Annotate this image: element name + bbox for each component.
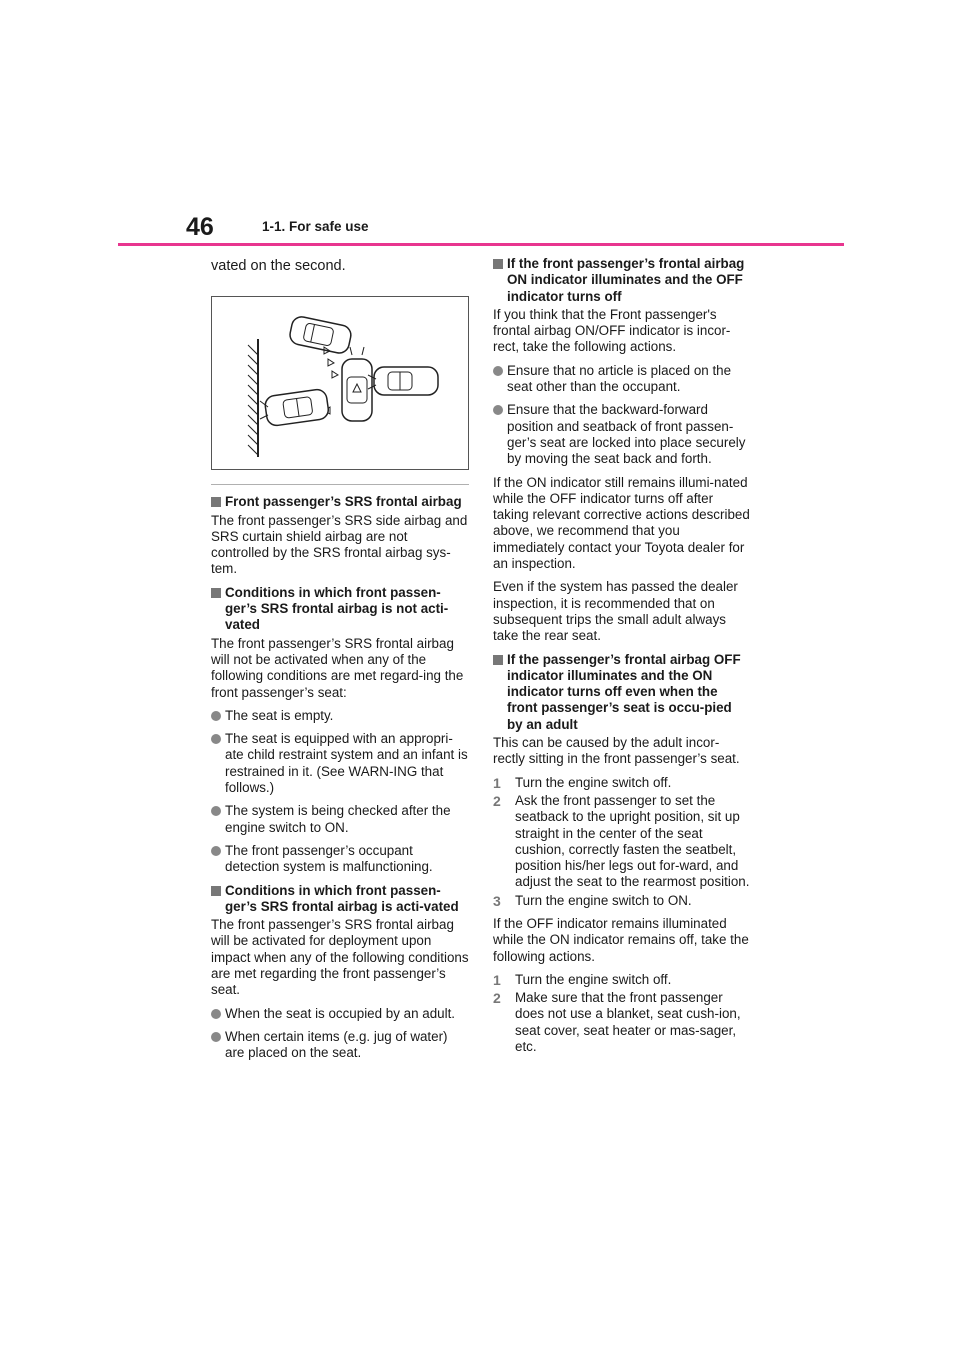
bullet-dot-icon [211, 846, 221, 856]
heading-text: If the passenger’s frontal airbag OFF indicator illuminates and the ON indicator turns off even when the front passenger’s seat is occu-pied by an adult [507, 651, 741, 732]
bullet-dot-icon [211, 806, 221, 816]
airbag-collision-illustration-icon [212, 297, 468, 469]
square-bullet-icon [493, 259, 503, 269]
step-number: 2 [493, 792, 501, 809]
bullet-dot-icon [493, 366, 503, 376]
figure-divider [211, 484, 469, 485]
heading-text: Conditions in which front passen-ger’s SRS frontal airbag is acti-vated [225, 882, 459, 914]
list-item [493, 363, 751, 396]
header-rule [118, 243, 844, 246]
paragraph: If you think that the Front passenger's frontal airbag ON/OFF indicator is incor-rect, take the following actions. [493, 306, 731, 355]
step-item [493, 990, 751, 1055]
bullet-text: Ensure that no article is placed on the seat other than the occupant. [507, 362, 732, 395]
bullet-dot-icon [211, 1009, 221, 1019]
heading-frontal-airbag [211, 494, 469, 510]
step-text: Ask the front passenger to set the seatback to the upright position, sit up straight in the center of the seat cushion, correctly fasten the seatbelt, position his/her legs out for-ward, and adjust the seat to the rearmost position. [515, 792, 750, 890]
paragraph: This can be caused by the adult incor-rectly sitting in the front passenger’s seat. [493, 735, 740, 767]
step-text: Turn the engine switch off. [515, 774, 672, 790]
list-item [211, 803, 469, 836]
step-number: 1 [493, 971, 501, 988]
list-item [211, 843, 469, 876]
heading-on-indicator [493, 256, 751, 305]
collision-figure [211, 296, 469, 470]
bullet-text: The system is being checked after the engine switch to ON. [225, 803, 451, 835]
heading-text: Conditions in which front passen-ger’s SRS frontal airbag is not acti-vated [225, 584, 449, 633]
heading-activated [211, 883, 469, 916]
step-text: Turn the engine switch to ON. [515, 892, 692, 908]
square-bullet-icon [211, 886, 221, 896]
step-text: Make sure that the front passenger does not use a blanket, seat cush-ion, seat cover, seat heater or mas-sager, etc. [515, 990, 741, 1055]
list-item [211, 708, 469, 724]
page-number: 46 [186, 213, 214, 241]
list-item [493, 402, 751, 467]
list-item [211, 1006, 469, 1022]
square-bullet-icon [211, 588, 221, 598]
paragraph: The front passenger’s SRS frontal airbag will not be activated when any of the following conditions are met regard-ing the front passenger’s seat: [211, 635, 464, 700]
bullet-text: Ensure that the backward-forward position and seatback of front passen-ger’s seat are locked into place securely by moving the seat back and forth. [507, 402, 746, 467]
paragraph: Even if the system has passed the dealer inspection, it is recommended that on subsequent trips the small adult always take the rear seat. [493, 579, 738, 644]
left-column [211, 258, 469, 1069]
section-title: 1-1. For safe use [262, 219, 369, 234]
heading-off-indicator [493, 652, 751, 733]
intro-text: vated on the second. [211, 258, 346, 274]
bullet-text: The seat is empty. [225, 707, 334, 723]
step-item [493, 793, 751, 891]
bullet-dot-icon [493, 405, 503, 415]
bullet-text: The front passenger’s occupant detection system is malfunctioning. [225, 842, 433, 875]
step-text: Turn the engine switch off. [515, 971, 672, 987]
bullet-text: When certain items (e.g. jug of water) are placed on the seat. [225, 1028, 448, 1061]
paragraph: If the ON indicator still remains illumi-nated while the OFF indicator turns off after taking relevant corrective actions described above, we recommend that you immediately contact your Toyota dealer for an inspection. [493, 474, 750, 572]
step-item [493, 972, 751, 988]
right-column [493, 256, 751, 1057]
list-item [211, 1029, 469, 1062]
step-item [493, 893, 751, 909]
heading-text: Front passenger’s SRS frontal airbag [225, 494, 462, 510]
bullet-dot-icon [211, 1032, 221, 1042]
step-number: 2 [493, 990, 501, 1007]
bullet-text: The seat is equipped with an appropri-ate child restraint system and an infant is restrained in it. (See WARN-ING that follows.) [225, 731, 468, 796]
bullet-dot-icon [211, 711, 221, 721]
paragraph: The front passenger’s SRS frontal airbag will be activated for deployment upon impact when any of the following conditions are met regarding the front passenger’s seat. [211, 917, 469, 998]
step-number: 3 [493, 892, 501, 909]
paragraph: The front passenger’s SRS side airbag and SRS curtain shield airbag are not controlled by the SRS frontal airbag sys-tem. [211, 512, 468, 577]
bullet-dot-icon [211, 734, 221, 744]
heading-text: If the front passenger’s frontal airbag ON indicator illuminates and the OFF indicator turns off [507, 256, 745, 304]
square-bullet-icon [211, 497, 221, 507]
paragraph: If the OFF indicator remains illuminated while the ON indicator remains off, take the following actions. [493, 915, 749, 964]
bullet-text: When the seat is occupied by an adult. [225, 1005, 456, 1021]
heading-not-activated [211, 585, 469, 634]
square-bullet-icon [493, 655, 503, 665]
list-item [211, 731, 469, 796]
step-number: 1 [493, 774, 501, 791]
step-item [493, 775, 751, 791]
